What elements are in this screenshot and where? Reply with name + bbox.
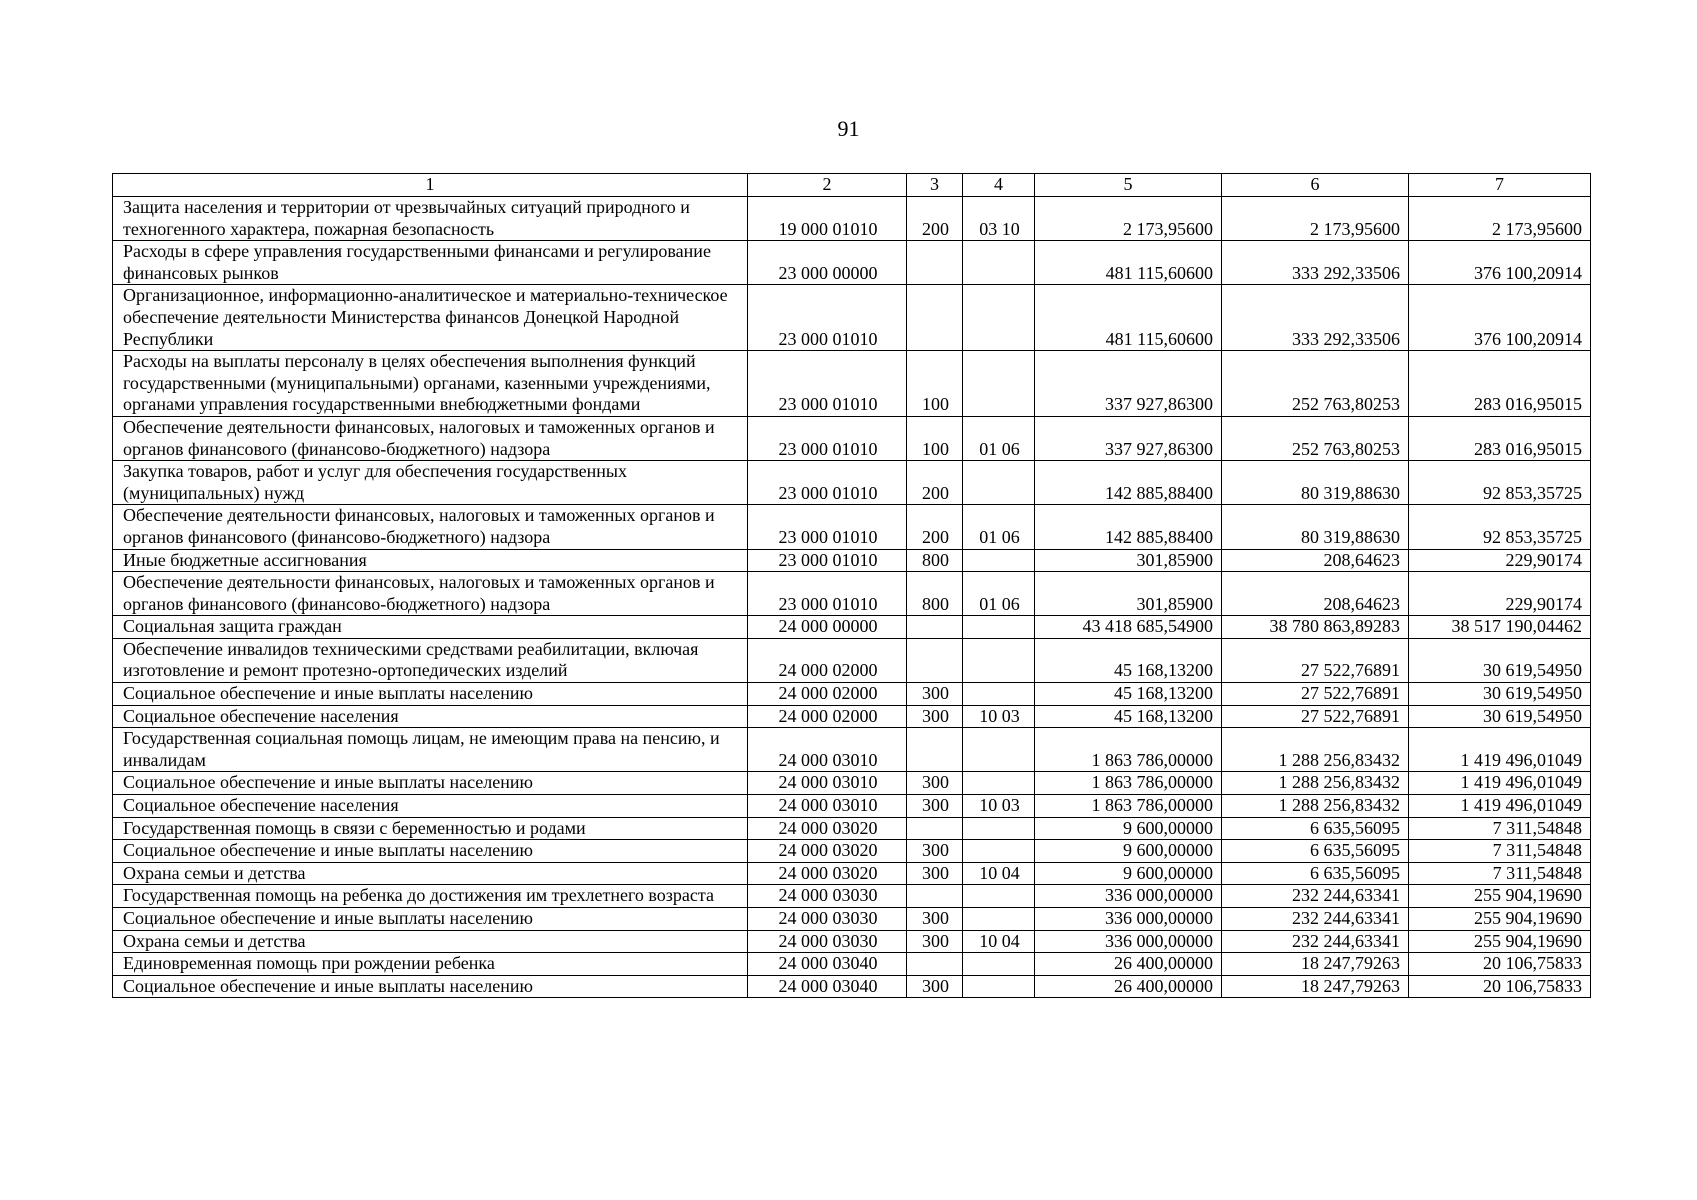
target-code-cell: 23 000 01010 — [748, 505, 907, 549]
row-name-cell: Социальное обеспечение и иные выплаты населению — [113, 772, 748, 795]
amount-col7-cell: 376 100,20914 — [1409, 285, 1591, 351]
amount-col7-cell: 7 311,54848 — [1409, 817, 1591, 840]
target-code-cell: 23 000 01010 — [748, 549, 907, 572]
target-code-cell: 23 000 01010 — [748, 572, 907, 616]
expense-type-cell: 300 — [907, 840, 963, 863]
expense-type-cell — [907, 241, 963, 285]
amount-col6-cell: 18 247,79263 — [1222, 953, 1409, 976]
section-code-cell — [963, 683, 1035, 706]
amount-col5-cell: 301,85900 — [1035, 572, 1222, 616]
table-row — [113, 772, 1591, 795]
table-row — [113, 616, 1591, 639]
expense-type-cell: 100 — [907, 351, 963, 417]
target-code-cell: 24 000 03040 — [748, 975, 907, 998]
section-code-cell — [963, 616, 1035, 639]
expense-type-cell: 200 — [907, 197, 963, 241]
table-row — [113, 930, 1591, 953]
table-row — [113, 862, 1591, 885]
row-name-cell: Обеспечение деятельности финансовых, налоговых и таможенных органов и органов финансового (финансово-бюджетного) надзора — [113, 505, 748, 549]
amount-col7-cell: 1 419 496,01049 — [1409, 795, 1591, 818]
section-code-cell: 10 03 — [963, 705, 1035, 728]
amount-col7-cell: 30 619,54950 — [1409, 638, 1591, 682]
row-name-cell: Социальное обеспечение населения — [113, 795, 748, 818]
table-row — [113, 885, 1591, 908]
section-code-cell — [963, 772, 1035, 795]
table-row — [113, 505, 1591, 549]
section-code-cell: 10 03 — [963, 795, 1035, 818]
target-code-cell: 24 000 03040 — [748, 953, 907, 976]
target-code-cell: 23 000 01010 — [748, 285, 907, 351]
row-name-cell: Организационное, информационно-аналитическое и материально-техническое обеспечение деятельности Министерства финансов Донецкой Народной Республики — [113, 285, 748, 351]
amount-col7-cell: 283 016,95015 — [1409, 351, 1591, 417]
amount-col6-cell: 1 288 256,83432 — [1222, 772, 1409, 795]
table-row — [113, 975, 1591, 998]
amount-col7-cell: 229,90174 — [1409, 549, 1591, 572]
section-code-cell — [963, 351, 1035, 417]
amount-col6-cell: 208,64623 — [1222, 572, 1409, 616]
section-code-cell — [963, 975, 1035, 998]
amount-col7-cell: 7 311,54848 — [1409, 862, 1591, 885]
amount-col6-cell: 333 292,33506 — [1222, 285, 1409, 351]
table-row — [113, 572, 1591, 616]
amount-col7-cell: 92 853,35725 — [1409, 505, 1591, 549]
section-code-cell — [963, 728, 1035, 772]
amount-col6-cell: 27 522,76891 — [1222, 705, 1409, 728]
amount-col6-cell: 232 244,63341 — [1222, 930, 1409, 953]
expense-type-cell: 100 — [907, 416, 963, 460]
row-name-cell: Социальная защита граждан — [113, 616, 748, 639]
table-row — [113, 795, 1591, 818]
section-code-cell: 01 06 — [963, 572, 1035, 616]
column-header: 4 — [963, 174, 1035, 197]
table-row — [113, 908, 1591, 931]
amount-col5-cell: 26 400,00000 — [1035, 953, 1222, 976]
amount-col7-cell: 283 016,95015 — [1409, 416, 1591, 460]
table-row — [113, 638, 1591, 682]
amount-col6-cell: 232 244,63341 — [1222, 885, 1409, 908]
amount-col7-cell: 7 311,54848 — [1409, 840, 1591, 863]
section-code-cell — [963, 638, 1035, 682]
table-body — [113, 197, 1591, 998]
amount-col6-cell: 80 319,88630 — [1222, 461, 1409, 505]
section-code-cell — [963, 285, 1035, 351]
target-code-cell: 23 000 01010 — [748, 461, 907, 505]
row-name-cell: Расходы в сфере управления государственными финансами и регулирование финансовых рынков — [113, 241, 748, 285]
expense-type-cell — [907, 885, 963, 908]
budget-table — [112, 173, 1591, 998]
row-name-cell: Социальное обеспечение и иные выплаты населению — [113, 840, 748, 863]
amount-col5-cell: 481 115,60600 — [1035, 285, 1222, 351]
expense-type-cell: 800 — [907, 549, 963, 572]
target-code-cell: 24 000 03030 — [748, 930, 907, 953]
row-name-cell: Государственная помощь в связи с беременностью и родами — [113, 817, 748, 840]
expense-type-cell: 200 — [907, 461, 963, 505]
expense-type-cell: 300 — [907, 795, 963, 818]
amount-col6-cell: 27 522,76891 — [1222, 683, 1409, 706]
section-code-cell: 01 06 — [963, 416, 1035, 460]
section-code-cell — [963, 953, 1035, 976]
amount-col7-cell: 30 619,54950 — [1409, 705, 1591, 728]
expense-type-cell — [907, 638, 963, 682]
target-code-cell: 24 000 03030 — [748, 885, 907, 908]
row-name-cell: Расходы на выплаты персоналу в целях обеспечения выполнения функций государственными (муниципальными) органами, казенными учреждениями, органами управления государственными внебюджетными фондами — [113, 351, 748, 417]
amount-col7-cell: 376 100,20914 — [1409, 241, 1591, 285]
column-header: 7 — [1409, 174, 1591, 197]
expense-type-cell — [907, 953, 963, 976]
table-row — [113, 728, 1591, 772]
row-name-cell: Социальное обеспечение и иные выплаты населению — [113, 908, 748, 931]
target-code-cell: 24 000 03030 — [748, 908, 907, 931]
amount-col5-cell: 142 885,88400 — [1035, 505, 1222, 549]
expense-type-cell — [907, 616, 963, 639]
amount-col7-cell: 30 619,54950 — [1409, 683, 1591, 706]
amount-col5-cell: 45 168,13200 — [1035, 705, 1222, 728]
target-code-cell: 24 000 03020 — [748, 840, 907, 863]
table-row — [113, 549, 1591, 572]
row-name-cell: Иные бюджетные ассигнования — [113, 549, 748, 572]
section-code-cell — [963, 817, 1035, 840]
expense-type-cell: 300 — [907, 683, 963, 706]
table-row — [113, 416, 1591, 460]
row-name-cell: Обеспечение деятельности финансовых, налоговых и таможенных органов и органов финансового (финансово-бюджетного) надзора — [113, 416, 748, 460]
table-row — [113, 705, 1591, 728]
section-code-cell — [963, 885, 1035, 908]
row-name-cell: Государственная социальная помощь лицам, не имеющим права на пенсию, и инвалидам — [113, 728, 748, 772]
table-row — [113, 197, 1591, 241]
row-name-cell: Охрана семьи и детства — [113, 930, 748, 953]
target-code-cell: 24 000 03010 — [748, 795, 907, 818]
amount-col7-cell: 92 853,35725 — [1409, 461, 1591, 505]
amount-col7-cell: 255 904,19690 — [1409, 885, 1591, 908]
amount-col6-cell: 6 635,56095 — [1222, 862, 1409, 885]
table-row — [113, 285, 1591, 351]
amount-col7-cell: 255 904,19690 — [1409, 908, 1591, 931]
amount-col5-cell: 336 000,00000 — [1035, 885, 1222, 908]
section-code-cell: 10 04 — [963, 862, 1035, 885]
section-code-cell — [963, 549, 1035, 572]
amount-col5-cell: 9 600,00000 — [1035, 817, 1222, 840]
amount-col7-cell: 38 517 190,04462 — [1409, 616, 1591, 639]
amount-col6-cell: 80 319,88630 — [1222, 505, 1409, 549]
target-code-cell: 24 000 00000 — [748, 616, 907, 639]
amount-col7-cell: 20 106,75833 — [1409, 975, 1591, 998]
table-row — [113, 840, 1591, 863]
amount-col5-cell: 337 927,86300 — [1035, 351, 1222, 417]
target-code-cell: 23 000 01010 — [748, 351, 907, 417]
amount-col6-cell: 2 173,95600 — [1222, 197, 1409, 241]
amount-col5-cell: 9 600,00000 — [1035, 862, 1222, 885]
amount-col7-cell: 1 419 496,01049 — [1409, 772, 1591, 795]
amount-col6-cell: 38 780 863,89283 — [1222, 616, 1409, 639]
row-name-cell: Закупка товаров, работ и услуг для обеспечения государственных (муниципальных) нужд — [113, 461, 748, 505]
amount-col5-cell: 481 115,60600 — [1035, 241, 1222, 285]
amount-col6-cell: 252 763,80253 — [1222, 416, 1409, 460]
amount-col6-cell: 6 635,56095 — [1222, 840, 1409, 863]
row-name-cell: Охрана семьи и детства — [113, 862, 748, 885]
column-header: 5 — [1035, 174, 1222, 197]
target-code-cell: 24 000 03010 — [748, 772, 907, 795]
amount-col5-cell: 336 000,00000 — [1035, 930, 1222, 953]
expense-type-cell: 300 — [907, 908, 963, 931]
expense-type-cell: 300 — [907, 862, 963, 885]
table-row — [113, 953, 1591, 976]
expense-type-cell — [907, 728, 963, 772]
section-code-cell: 10 04 — [963, 930, 1035, 953]
section-code-cell — [963, 840, 1035, 863]
column-header: 3 — [907, 174, 963, 197]
amount-col5-cell: 26 400,00000 — [1035, 975, 1222, 998]
column-header: 1 — [113, 174, 748, 197]
amount-col6-cell: 6 635,56095 — [1222, 817, 1409, 840]
expense-type-cell: 800 — [907, 572, 963, 616]
amount-col7-cell: 20 106,75833 — [1409, 953, 1591, 976]
amount-col6-cell: 1 288 256,83432 — [1222, 795, 1409, 818]
amount-col7-cell: 2 173,95600 — [1409, 197, 1591, 241]
amount-col5-cell: 1 863 786,00000 — [1035, 772, 1222, 795]
amount-col6-cell: 232 244,63341 — [1222, 908, 1409, 931]
table-row — [113, 683, 1591, 706]
table-row — [113, 461, 1591, 505]
target-code-cell: 24 000 02000 — [748, 683, 907, 706]
row-name-cell: Социальное обеспечение населения — [113, 705, 748, 728]
amount-col7-cell: 1 419 496,01049 — [1409, 728, 1591, 772]
column-header: 2 — [748, 174, 907, 197]
target-code-cell: 24 000 03020 — [748, 817, 907, 840]
target-code-cell: 19 000 01010 — [748, 197, 907, 241]
column-header: 6 — [1222, 174, 1409, 197]
amount-col5-cell: 336 000,00000 — [1035, 908, 1222, 931]
row-name-cell: Обеспечение инвалидов техническими средствами реабилитации, включая изготовление и ремонт протезно-ортопедических изделий — [113, 638, 748, 682]
expense-type-cell: 300 — [907, 772, 963, 795]
row-name-cell: Социальное обеспечение и иные выплаты населению — [113, 975, 748, 998]
amount-col6-cell: 208,64623 — [1222, 549, 1409, 572]
target-code-cell: 23 000 00000 — [748, 241, 907, 285]
section-code-cell — [963, 908, 1035, 931]
expense-type-cell — [907, 285, 963, 351]
amount-col5-cell: 142 885,88400 — [1035, 461, 1222, 505]
section-code-cell: 01 06 — [963, 505, 1035, 549]
target-code-cell: 24 000 03010 — [748, 728, 907, 772]
section-code-cell — [963, 241, 1035, 285]
amount-col7-cell: 229,90174 — [1409, 572, 1591, 616]
amount-col6-cell: 18 247,79263 — [1222, 975, 1409, 998]
amount-col5-cell: 43 418 685,54900 — [1035, 616, 1222, 639]
amount-col5-cell: 45 168,13200 — [1035, 638, 1222, 682]
expense-type-cell: 300 — [907, 930, 963, 953]
amount-col5-cell: 2 173,95600 — [1035, 197, 1222, 241]
amount-col6-cell: 1 288 256,83432 — [1222, 728, 1409, 772]
target-code-cell: 24 000 03020 — [748, 862, 907, 885]
amount-col6-cell: 27 522,76891 — [1222, 638, 1409, 682]
amount-col6-cell: 252 763,80253 — [1222, 351, 1409, 417]
target-code-cell: 24 000 02000 — [748, 638, 907, 682]
expense-type-cell — [907, 817, 963, 840]
section-code-cell: 03 10 — [963, 197, 1035, 241]
table-row — [113, 241, 1591, 285]
amount-col5-cell: 337 927,86300 — [1035, 416, 1222, 460]
table-row — [113, 817, 1591, 840]
expense-type-cell: 200 — [907, 505, 963, 549]
row-name-cell: Государственная помощь на ребенка до достижения им трехлетнего возраста — [113, 885, 748, 908]
row-name-cell: Социальное обеспечение и иные выплаты населению — [113, 683, 748, 706]
row-name-cell: Единовременная помощь при рождении ребенка — [113, 953, 748, 976]
amount-col7-cell: 255 904,19690 — [1409, 930, 1591, 953]
expense-type-cell: 300 — [907, 975, 963, 998]
target-code-cell: 24 000 02000 — [748, 705, 907, 728]
amount-col5-cell: 1 863 786,00000 — [1035, 795, 1222, 818]
row-name-cell: Обеспечение деятельности финансовых, налоговых и таможенных органов и органов финансового (финансово-бюджетного) надзора — [113, 572, 748, 616]
page-number: 91 — [837, 116, 860, 141]
expense-type-cell: 300 — [907, 705, 963, 728]
amount-col6-cell: 333 292,33506 — [1222, 241, 1409, 285]
amount-col5-cell: 1 863 786,00000 — [1035, 728, 1222, 772]
column-number-row — [113, 174, 1591, 197]
table-row — [113, 351, 1591, 417]
amount-col5-cell: 45 168,13200 — [1035, 683, 1222, 706]
amount-col5-cell: 301,85900 — [1035, 549, 1222, 572]
target-code-cell: 23 000 01010 — [748, 416, 907, 460]
section-code-cell — [963, 461, 1035, 505]
amount-col5-cell: 9 600,00000 — [1035, 840, 1222, 863]
row-name-cell: Защита населения и территории от чрезвычайных ситуаций природного и техногенного характера, пожарная безопасность — [113, 197, 748, 241]
